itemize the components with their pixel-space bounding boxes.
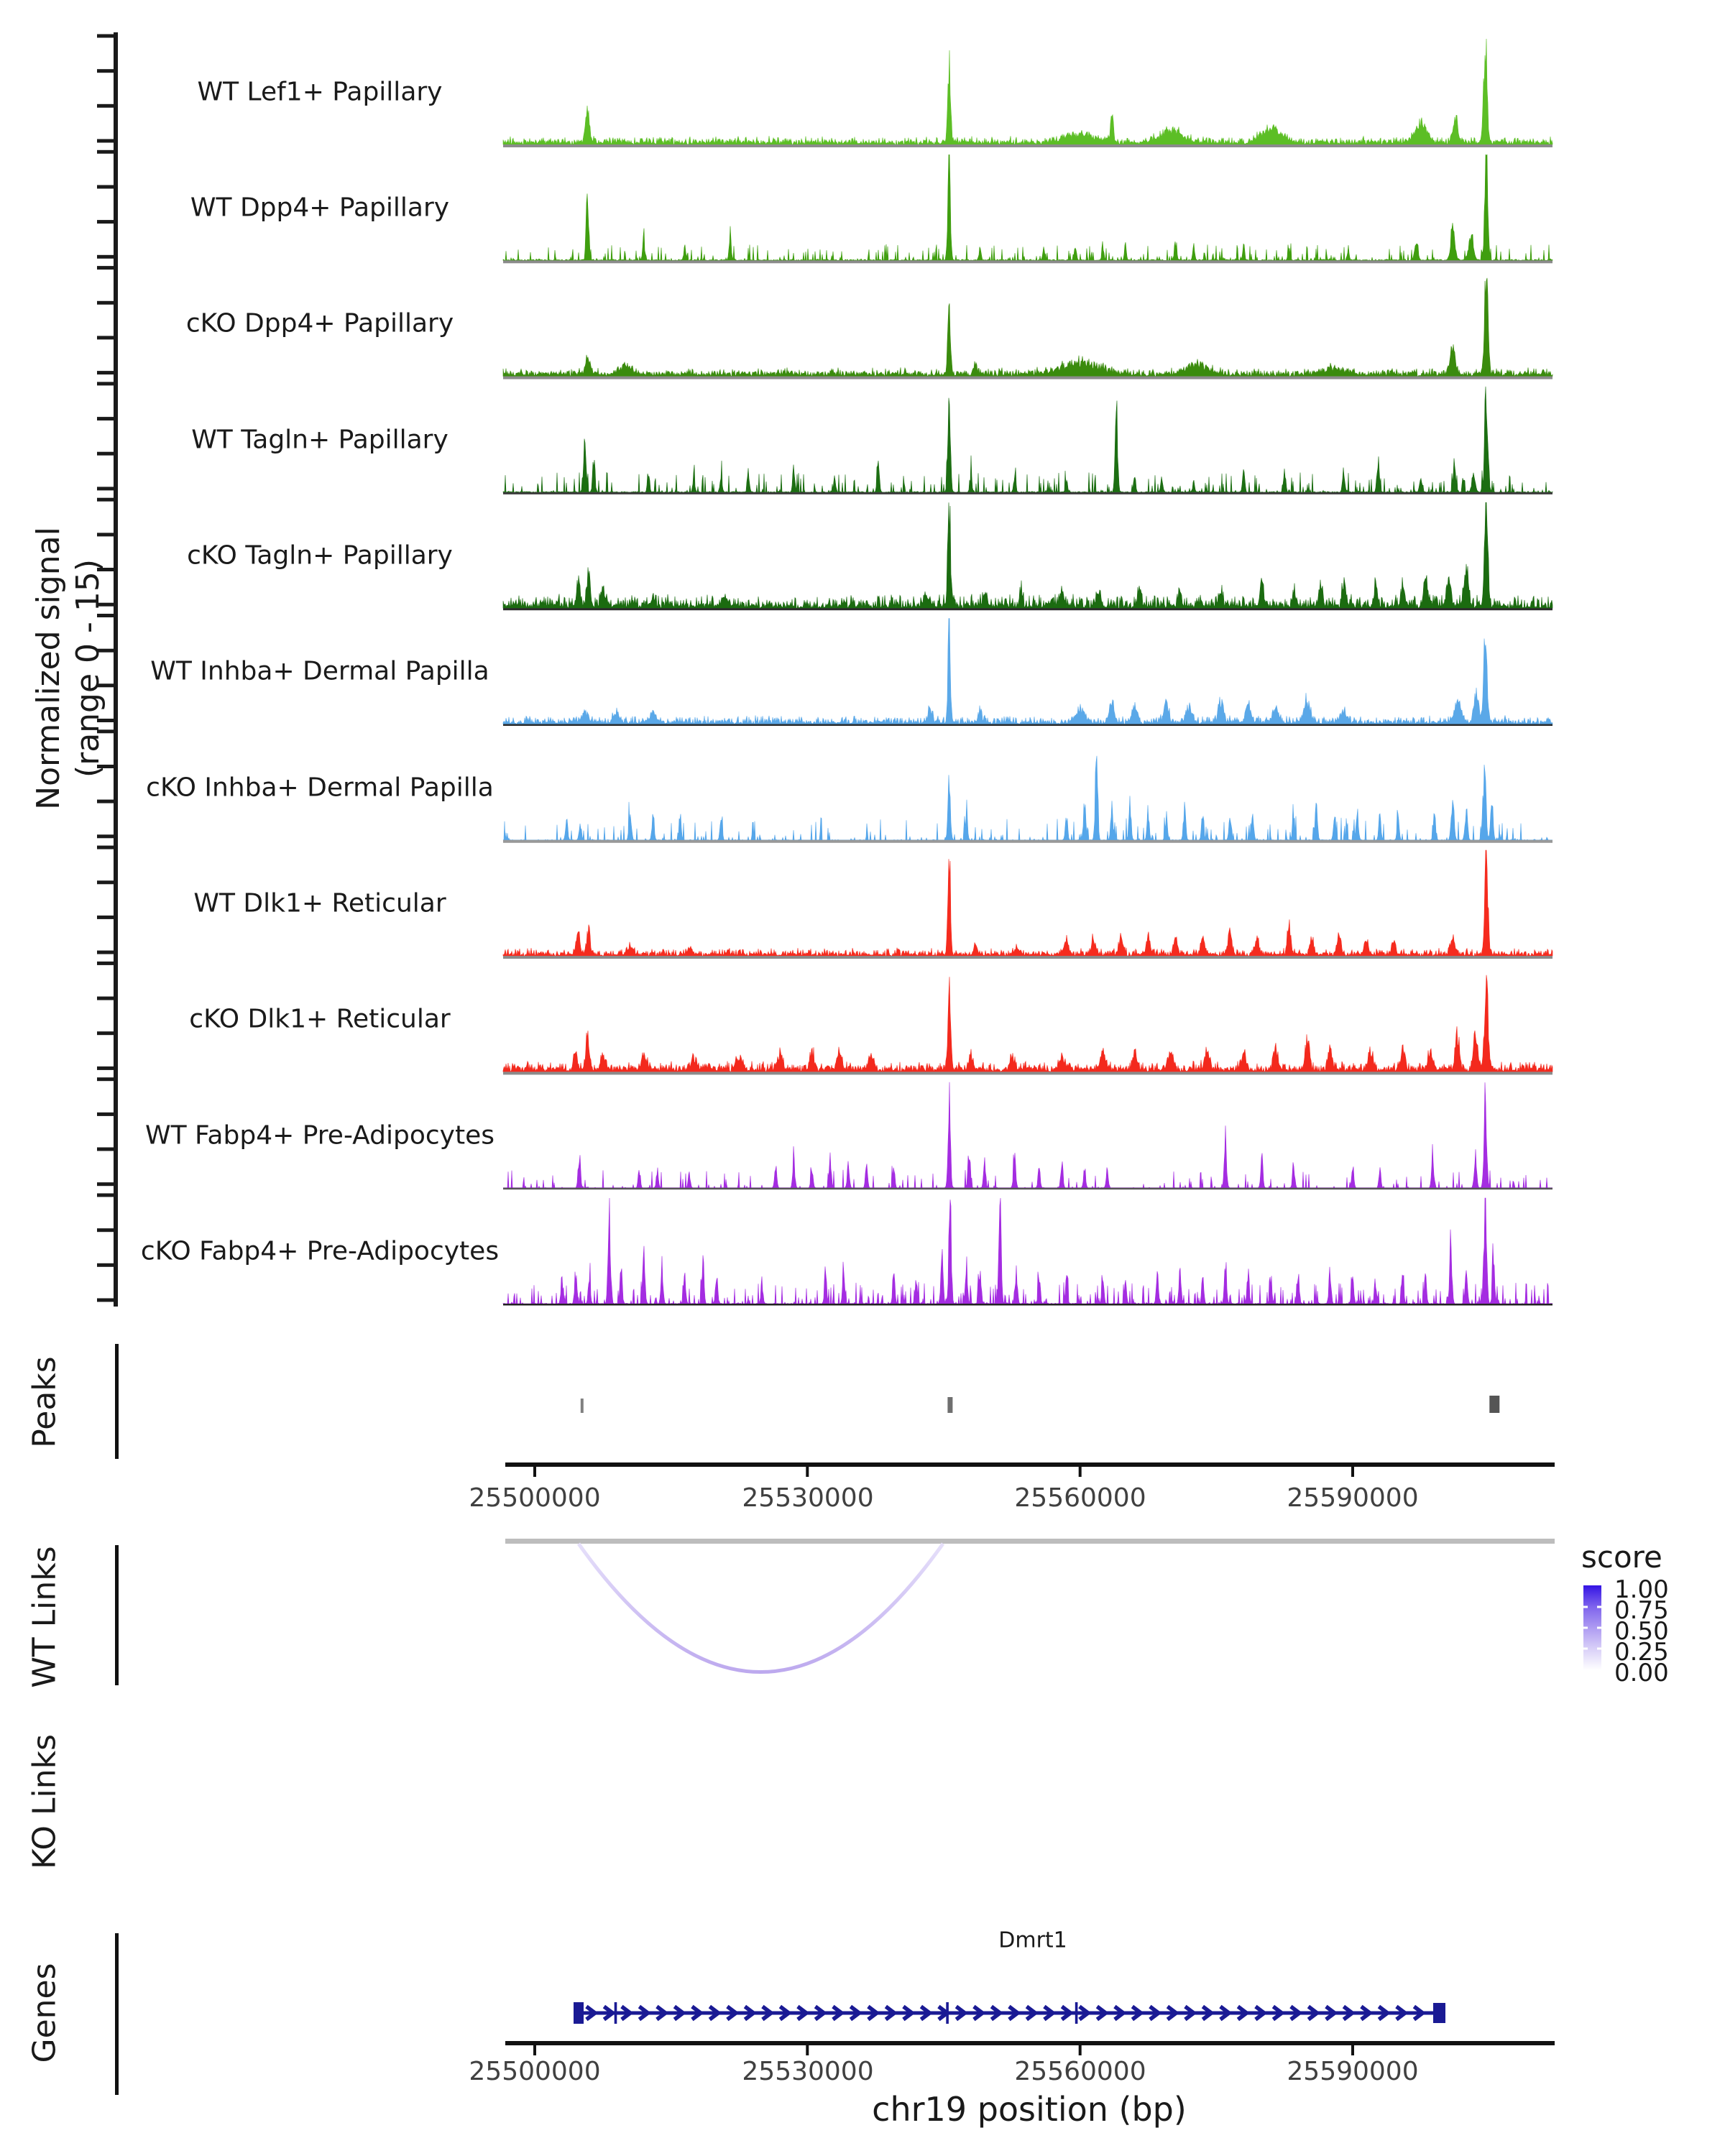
track-label-5: cKO Tagln+ Papillary xyxy=(187,540,453,571)
score-tick-050: 0.50 xyxy=(1614,1617,1669,1646)
signal-baseline xyxy=(503,608,1552,610)
y-axis-tick xyxy=(97,185,114,189)
y-axis-tick xyxy=(97,220,114,224)
signal-track-4 xyxy=(503,387,1552,494)
track-label-9: cKO Dlk1+ Reticular xyxy=(189,1004,451,1034)
track-label-8: WT Dlk1+ Reticular xyxy=(193,888,446,918)
legend-notch xyxy=(1597,1648,1601,1650)
signal-track-11 xyxy=(503,1198,1552,1306)
y-axis-tick xyxy=(97,1263,114,1267)
score-tick-100: 1.00 xyxy=(1614,1575,1669,1604)
signal-area xyxy=(503,1198,1552,1304)
signal-track-9 xyxy=(503,975,1552,1075)
legend-notch xyxy=(1583,1606,1588,1608)
y-axis-tick xyxy=(97,34,114,38)
track-label-2: WT Dpp4+ Papillary xyxy=(190,193,450,223)
legend-notch xyxy=(1597,1627,1601,1629)
upper-axis-tick-3: 25560000 xyxy=(1014,1483,1146,1513)
signal-baseline xyxy=(503,1188,1552,1190)
score-tick-000: 0.00 xyxy=(1614,1659,1669,1687)
y-axis-tick xyxy=(97,916,114,919)
lower-axis-tick-2: 25530000 xyxy=(742,2057,874,2086)
axis-line xyxy=(505,1462,1555,1467)
track-label-1: WT Lef1+ Papillary xyxy=(197,77,443,107)
y-axis-tick xyxy=(97,371,114,374)
gene-start-exon-block xyxy=(574,2002,584,2024)
y-axis-tick xyxy=(97,69,114,73)
axis-tick xyxy=(1351,2045,1354,2055)
wt-link-arcs xyxy=(579,1544,943,1672)
signal-area xyxy=(503,502,1552,608)
y-axis-tick xyxy=(97,880,114,884)
gene-model-dmrt1 xyxy=(574,2002,1445,2024)
signal-baseline xyxy=(503,1304,1552,1306)
signal-track-10 xyxy=(503,1082,1552,1190)
signal-baseline xyxy=(503,492,1552,494)
signal-tracks xyxy=(503,39,1552,1306)
score-legend-bar xyxy=(1583,1585,1601,1670)
gene-exon-tick xyxy=(946,2002,949,2024)
y-axis-tick xyxy=(97,1067,114,1070)
signal-baseline xyxy=(503,144,1552,147)
section-label-wt-links: WT Links xyxy=(26,1546,63,1688)
score-legend-title: score xyxy=(1581,1539,1662,1575)
y-axis-tick xyxy=(97,382,114,385)
y-axis-tick xyxy=(97,1228,114,1232)
section-label-peaks: Peaks xyxy=(26,1356,63,1448)
signal-area xyxy=(503,278,1552,377)
wt-links-bracket xyxy=(115,1545,119,1685)
y-axis-tick xyxy=(97,301,114,305)
y-axis-tick xyxy=(97,150,114,154)
axis-tick xyxy=(533,2045,536,2055)
signal-baseline xyxy=(503,377,1552,379)
genomic-axis-lower xyxy=(505,2041,1555,2055)
gene-end-exon-block xyxy=(1433,2003,1445,2023)
section-label-ko-links: KO Links xyxy=(26,1733,63,1870)
link-arc xyxy=(579,1544,943,1672)
signal-area xyxy=(503,619,1552,724)
gene-body-line xyxy=(576,2012,1442,2015)
y-axis-tick xyxy=(97,1194,114,1197)
y-axis-tick xyxy=(97,417,114,420)
gene-name-dmrt1: Dmrt1 xyxy=(998,1927,1067,1953)
axis-tick xyxy=(1351,1467,1354,1477)
y-axis-tick xyxy=(97,104,114,108)
signal-area xyxy=(503,756,1552,840)
y-axis-tick xyxy=(97,255,114,259)
legend-notch xyxy=(1583,1627,1588,1629)
gene-exon-tick xyxy=(615,2002,617,2024)
y-axis-tick xyxy=(97,498,114,502)
axis-tick xyxy=(1079,1467,1082,1477)
track-label-11: cKO Fabp4+ Pre-Adipocytes xyxy=(140,1236,500,1266)
y-axis-tick xyxy=(97,1031,114,1035)
upper-axis-tick-4: 25590000 xyxy=(1287,1483,1419,1513)
lower-axis-tick-1: 25500000 xyxy=(469,2057,601,2086)
signal-area xyxy=(503,1082,1552,1188)
y-axis-tick xyxy=(97,962,114,965)
signal-baseline xyxy=(503,260,1552,263)
legend-notch xyxy=(1597,1606,1601,1608)
track-label-10: WT Fabp4+ Pre-Adipocytes xyxy=(145,1120,494,1151)
genomic-axis-upper xyxy=(505,1462,1555,1477)
signal-track-1 xyxy=(503,39,1552,147)
lower-axis-tick-4: 25590000 xyxy=(1287,2057,1419,2086)
signal-y-axis-label-line2: (range 0 - 15) xyxy=(70,558,106,778)
track-label-7: cKO Inhba+ Dermal Papilla xyxy=(146,773,494,803)
signal-track-5 xyxy=(503,502,1552,610)
y-axis-tick xyxy=(97,452,114,456)
signal-baseline xyxy=(503,1072,1552,1074)
peak-marks xyxy=(581,1396,1500,1413)
y-axis-tick xyxy=(97,336,114,339)
signal-track-2 xyxy=(503,155,1552,263)
score-tick-075: 0.75 xyxy=(1614,1596,1669,1625)
track-label-3: cKO Dpp4+ Papillary xyxy=(185,308,454,338)
y-axis-tick xyxy=(97,266,114,270)
y-axis-tick xyxy=(97,139,114,143)
section-label-genes: Genes xyxy=(26,1963,63,2063)
x-axis-title: chr19 position (bp) xyxy=(872,2090,1187,2129)
score-tick-025: 0.25 xyxy=(1614,1638,1669,1667)
peak-mark xyxy=(947,1397,952,1413)
genes-bracket xyxy=(115,1933,119,2095)
signal-track-3 xyxy=(503,278,1552,379)
y-axis-tick xyxy=(97,1148,114,1151)
peak-mark xyxy=(1489,1396,1499,1413)
signal-baseline xyxy=(503,840,1552,843)
signal-area xyxy=(503,155,1552,260)
signal-area xyxy=(503,850,1552,956)
signal-y-axis-label-line1: Normalized signal xyxy=(30,527,67,810)
y-axis-tick xyxy=(97,997,114,1000)
gene-exon-tick xyxy=(1075,2002,1078,2024)
upper-axis-tick-2: 25530000 xyxy=(742,1483,874,1513)
axis-tick xyxy=(806,1467,809,1477)
wt-links-baseline xyxy=(505,1539,1555,1544)
y-axis-tick xyxy=(97,1112,114,1116)
peaks-bracket xyxy=(115,1344,119,1459)
signal-area xyxy=(503,975,1552,1072)
track-label-4: WT Tagln+ Papillary xyxy=(191,425,448,455)
y-axis-tick xyxy=(97,1299,114,1302)
y-axis-tick xyxy=(97,951,114,954)
y-axis-tick xyxy=(97,1077,114,1081)
upper-axis-tick-1: 25500000 xyxy=(469,1483,601,1513)
signal-y-axis-label xyxy=(29,527,108,810)
axis-tick xyxy=(533,1467,536,1477)
signal-track-7 xyxy=(503,756,1552,843)
legend-notch xyxy=(1583,1648,1588,1650)
track-label-6: WT Inhba+ Dermal Papilla xyxy=(150,656,489,686)
signal-track-8 xyxy=(503,850,1552,959)
axis-tick xyxy=(1079,2045,1082,2055)
axis-tick xyxy=(806,2045,809,2055)
lower-axis-tick-3: 25560000 xyxy=(1014,2057,1146,2086)
y-axis-tick xyxy=(97,846,114,849)
signal-area xyxy=(503,39,1552,144)
y-axis-tick xyxy=(97,834,114,838)
signal-baseline xyxy=(503,956,1552,959)
signal-baseline xyxy=(503,724,1552,727)
axis-line xyxy=(505,2041,1555,2045)
y-axis-tick xyxy=(97,487,114,490)
signal-area xyxy=(503,387,1552,492)
signal-track-6 xyxy=(503,619,1552,727)
y-axis-tick xyxy=(97,1182,114,1186)
peak-mark xyxy=(581,1399,584,1413)
